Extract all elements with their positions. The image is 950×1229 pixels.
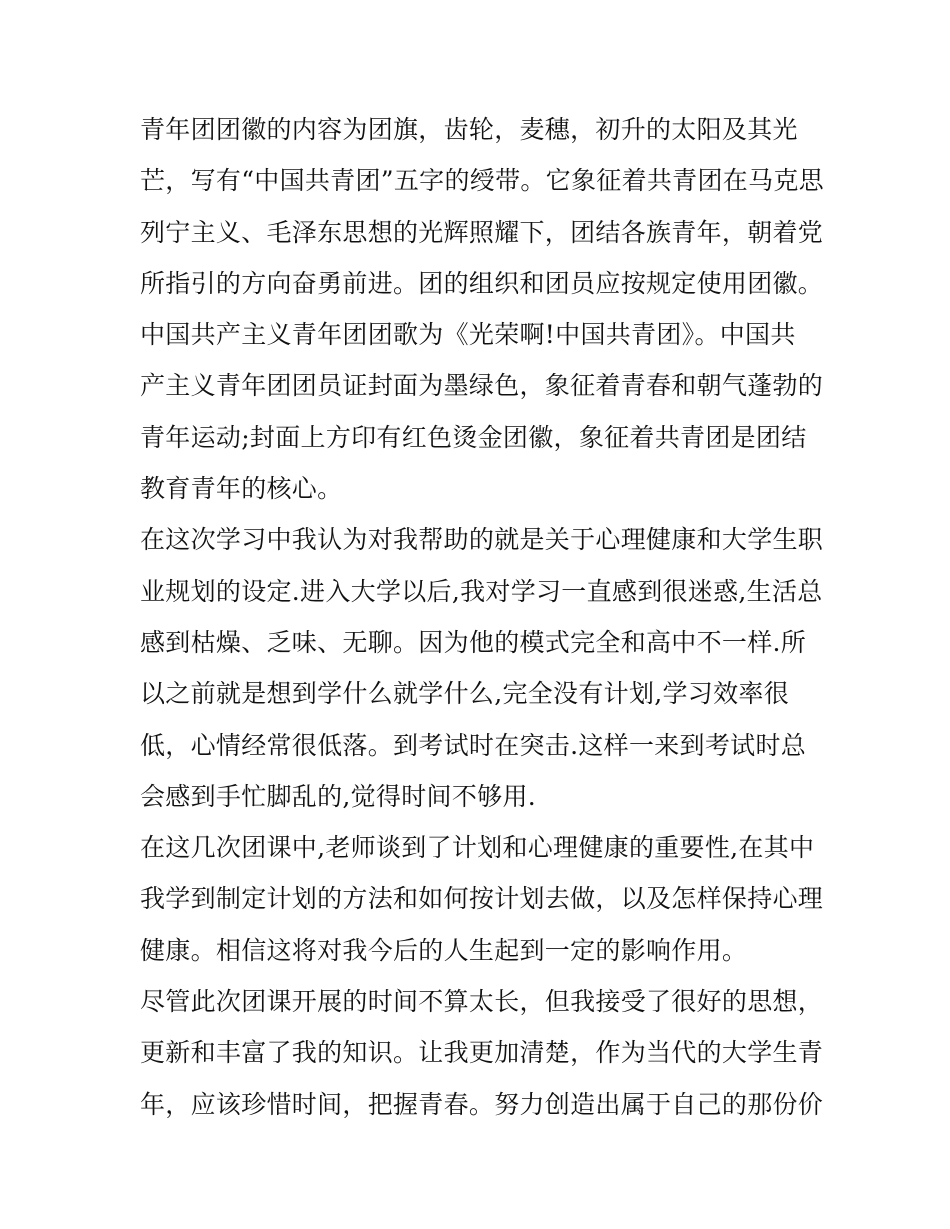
text-line: 中国共产主义青年团团歌为《光荣啊!中国共青团》。中国共 [140,320,796,350]
text-line: 列宁主义、毛泽东思想的光辉照耀下，团结各族青年，朝着党 [140,217,824,247]
text-line: 在这次学习中我认为对我帮助的就是关于心理健康和大学生职 [140,525,824,555]
text-line: 年，应该珍惜时间，把握青春。努力创造出属于自己的那份价 [140,1089,824,1119]
text-line: 健康。相信这将对我今后的人生起到一定的影响作用。 [140,935,748,965]
text-line: 芒，写有“中国共青团”五字的绶带。它象征着共青团在马克思 [140,166,824,196]
text-line: 我学到制定计划的方法和如何按计划去做，以及怎样保持心理 [140,884,824,914]
text-line: 青年运动;封面上方印有红色烫金团徽，象征着共青团是团结 [140,422,807,452]
text-line: 感到枯燥、乏味、无聊。因为他的模式完全和高中不一样.所 [140,627,807,657]
text-line: 会感到手忙脚乱的,觉得时间不够用. [140,781,536,811]
text-line: 教育青年的核心。 [140,474,343,504]
text-line: 所指引的方向奋勇前进。团的组织和团员应按规定使用团徽。 [140,268,824,298]
text-line: 以之前就是想到学什么就学什么,完全没有计划,学习效率很 [140,679,789,709]
text-line: 更新和丰富了我的知识。让我更加清楚，作为当代的大学生青 [140,1038,824,1068]
text-line: 青年团团徽的内容为团旗，齿轮，麦穗，初升的太阳及其光 [140,115,798,144]
text-line: 业规划的设定.进入大学以后,我对学习一直感到很迷惑,生活总 [140,576,823,606]
document-body [140,104,840,1130]
text-line: 在这几次团课中,老师谈到了计划和心理健康的重要性,在其中 [140,833,815,863]
text-line: 低，心情经常很低落。到考试时在突击.这样一来到考试时总 [140,730,807,760]
text-line: 产主义青年团团员证封面为墨绿色，象征着青春和朝气蓬勃的 [140,371,824,401]
text-line: 尽管此次团课开展的时间不算太长，但我接受了很好的思想， [140,987,824,1017]
